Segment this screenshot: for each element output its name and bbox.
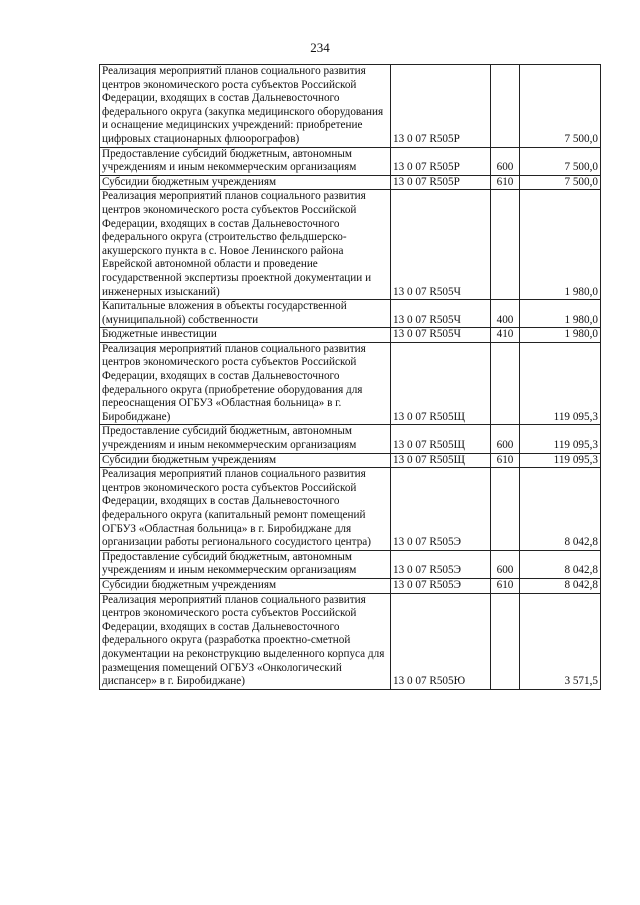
amount-cell: 1 980,0 [520, 300, 601, 328]
target-code-cell: 13 0 07 R505Ч [391, 328, 491, 343]
table-row [100, 65, 601, 148]
table-row [100, 147, 601, 175]
row-name-cell: Субсидии бюджетным учреждениям [100, 453, 391, 468]
row-name-cell: Субсидии бюджетным учреждениям [100, 578, 391, 593]
table-row [100, 578, 601, 593]
amount-cell: 7 500,0 [520, 147, 601, 175]
target-code-cell: 13 0 07 R505Э [391, 468, 491, 551]
amount-cell: 8 042,8 [520, 578, 601, 593]
row-name-cell: Бюджетные инвестиции [100, 328, 391, 343]
expense-type-cell: 610 [491, 453, 520, 468]
amount-cell: 1 980,0 [520, 328, 601, 343]
table-row [100, 175, 601, 190]
expense-type-cell: 400 [491, 300, 520, 328]
row-name-cell: Реализация мероприятий планов социального развития центров экономического роста субъектов Российской Федерации, входящих в состав Дальневосточного федерального округа (закупка медицинского оборудования и оснащение медицинских учреждений: приобретение цифровых стационарных флюорографов) [100, 65, 391, 148]
table-row [100, 468, 601, 551]
expense-type-cell [491, 190, 520, 300]
table-row [100, 453, 601, 468]
table-row [100, 300, 601, 328]
table-row [100, 425, 601, 453]
row-name-cell: Реализация мероприятий планов социального развития центров экономического роста субъектов Российской Федерации, входящих в состав Дальневосточного федерального округа (разработка проектно-сметной документации на реконструкцию выделенного корпуса для размещения помещений ОГБУЗ «Онкологический диспансер» в г. Биробиджане) [100, 593, 391, 689]
target-code-cell: 13 0 07 R505Э [391, 550, 491, 578]
row-name-cell: Реализация мероприятий планов социального развития центров экономического роста субъектов Российской Федерации, входящих в состав Дальневосточного федерального округа (строительство фельдшерско-акушерского пункта в с. Новое Ленинского района Еврейской автономной области и проведение государственной экспертизы проектной документации и инженерных изысканий) [100, 190, 391, 300]
amount-cell: 8 042,8 [520, 468, 601, 551]
expense-type-cell: 600 [491, 425, 520, 453]
row-name-cell: Предоставление субсидий бюджетным, автономным учреждениям и иным некоммерческим организациям [100, 425, 391, 453]
row-name-cell: Реализация мероприятий планов социального развития центров экономического роста субъектов Российской Федерации, входящих в состав Дальневосточного федерального округа (капитальный ремонт помещений ОГБУЗ «Областная больница» в г. Биробиджане для организации работы регионального сосудистого центра) [100, 468, 391, 551]
amount-cell: 119 095,3 [520, 453, 601, 468]
budget-table [99, 64, 601, 690]
expense-type-cell: 600 [491, 550, 520, 578]
amount-cell: 8 042,8 [520, 550, 601, 578]
row-name-cell: Предоставление субсидий бюджетным, автономным учреждениям и иным некоммерческим организациям [100, 147, 391, 175]
amount-cell: 119 095,3 [520, 425, 601, 453]
expense-type-cell: 410 [491, 328, 520, 343]
budget-table-body [100, 65, 601, 690]
amount-cell: 3 571,5 [520, 593, 601, 689]
amount-cell: 7 500,0 [520, 65, 601, 148]
expense-type-cell [491, 342, 520, 425]
target-code-cell: 13 0 07 R505Щ [391, 453, 491, 468]
table-row [100, 550, 601, 578]
amount-cell: 1 980,0 [520, 190, 601, 300]
target-code-cell: 13 0 07 R505Ч [391, 190, 491, 300]
row-name-cell: Капитальные вложения в объекты государственной (муниципальной) собственности [100, 300, 391, 328]
target-code-cell: 13 0 07 R505Р [391, 147, 491, 175]
expense-type-cell [491, 65, 520, 148]
target-code-cell: 13 0 07 R505Ч [391, 300, 491, 328]
row-name-cell: Реализация мероприятий планов социального развития центров экономического роста субъектов Российской Федерации, входящих в состав Дальневосточного федерального округа (приобретение оборудования для переоснащения ОГБУЗ «Областная больница» в г. Биробиджане) [100, 342, 391, 425]
target-code-cell: 13 0 07 R505Щ [391, 425, 491, 453]
table-row [100, 342, 601, 425]
expense-type-cell [491, 593, 520, 689]
expense-type-cell: 610 [491, 578, 520, 593]
amount-cell: 7 500,0 [520, 175, 601, 190]
target-code-cell: 13 0 07 R505Э [391, 578, 491, 593]
target-code-cell: 13 0 07 R505Ю [391, 593, 491, 689]
table-row [100, 190, 601, 300]
page-number: 234 [310, 40, 330, 55]
row-name-cell: Субсидии бюджетным учреждениям [100, 175, 391, 190]
expense-type-cell [491, 468, 520, 551]
target-code-cell: 13 0 07 R505Р [391, 65, 491, 148]
table-row [100, 328, 601, 343]
target-code-cell: 13 0 07 R505Щ [391, 342, 491, 425]
expense-type-cell: 600 [491, 147, 520, 175]
target-code-cell: 13 0 07 R505Р [391, 175, 491, 190]
amount-cell: 119 095,3 [520, 342, 601, 425]
expense-type-cell: 610 [491, 175, 520, 190]
table-row [100, 593, 601, 689]
row-name-cell: Предоставление субсидий бюджетным, автономным учреждениям и иным некоммерческим организациям [100, 550, 391, 578]
